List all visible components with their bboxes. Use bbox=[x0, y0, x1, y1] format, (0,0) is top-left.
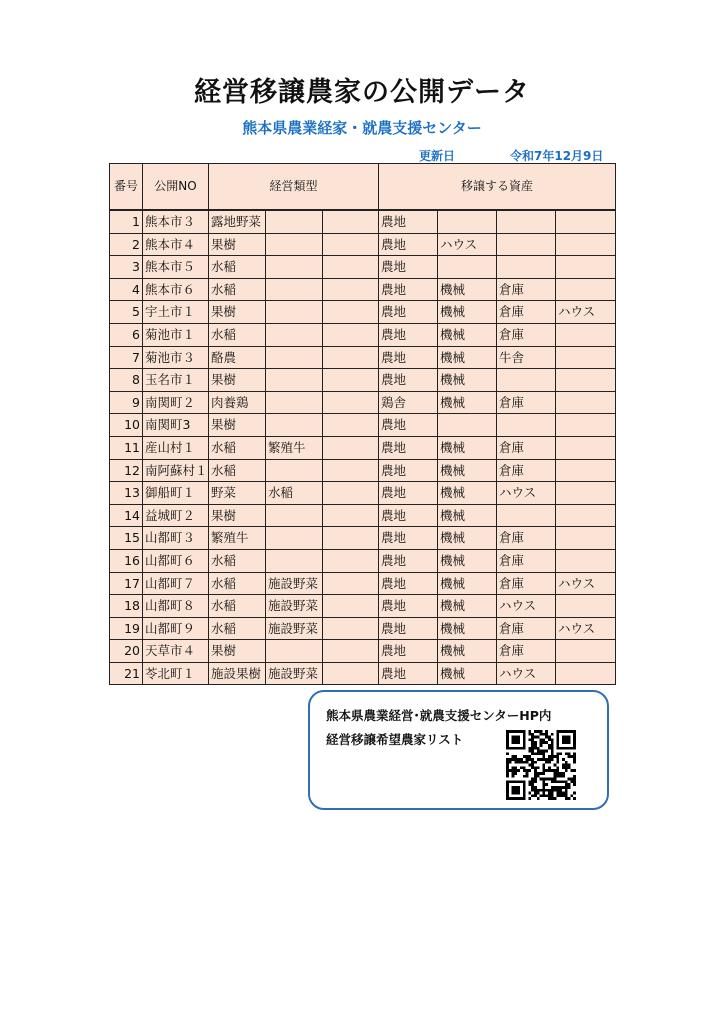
table-row bbox=[110, 459, 616, 482]
cell-asset-1: 農地 bbox=[379, 504, 438, 527]
cell-public-no: 玉名市１ bbox=[143, 369, 209, 392]
cell-type-2 bbox=[266, 323, 323, 346]
cell-type-2: 施設野菜 bbox=[266, 617, 323, 640]
cell-asset-2: 機械 bbox=[438, 617, 497, 640]
cell-type-3 bbox=[323, 414, 379, 437]
cell-asset-2: 機械 bbox=[438, 459, 497, 482]
cell-asset-4 bbox=[556, 346, 616, 369]
farm-data-table bbox=[109, 163, 616, 685]
cell-asset-3: 牛舎 bbox=[497, 346, 556, 369]
cell-asset-4 bbox=[556, 256, 616, 279]
cell-public-no: 熊本市３ bbox=[143, 210, 209, 233]
cell-type-2 bbox=[266, 414, 323, 437]
cell-type-3 bbox=[323, 640, 379, 663]
cell-type-2 bbox=[266, 391, 323, 414]
cell-type-1: 水稲 bbox=[209, 256, 266, 279]
cell-type-2 bbox=[266, 459, 323, 482]
cell-asset-4 bbox=[556, 278, 616, 301]
table-row bbox=[110, 595, 616, 618]
table-row bbox=[110, 527, 616, 550]
cell-type-1: 肉養鶏 bbox=[209, 391, 266, 414]
cell-number: 16 bbox=[110, 549, 143, 572]
cell-public-no: 南阿蘇村１ bbox=[143, 459, 209, 482]
cell-type-1: 水稲 bbox=[209, 436, 266, 459]
table-row bbox=[110, 640, 616, 663]
cell-public-no: 南関町3 bbox=[143, 414, 209, 437]
cell-type-3 bbox=[323, 595, 379, 618]
cell-asset-2: 機械 bbox=[438, 572, 497, 595]
cell-asset-3: ハウス bbox=[497, 482, 556, 505]
qr-code[interactable] bbox=[506, 730, 576, 800]
cell-public-no: 熊本市４ bbox=[143, 233, 209, 256]
updated-label: 更新日 bbox=[419, 149, 456, 163]
cell-public-no: 苓北町１ bbox=[143, 662, 209, 685]
table-row bbox=[110, 369, 616, 392]
cell-number: 21 bbox=[110, 662, 143, 685]
cell-type-1: 水稲 bbox=[209, 617, 266, 640]
cell-type-1: 繁殖牛 bbox=[209, 527, 266, 550]
cell-type-3 bbox=[323, 482, 379, 505]
table-header-row bbox=[110, 164, 616, 211]
cell-type-2 bbox=[266, 346, 323, 369]
cell-type-2 bbox=[266, 233, 323, 256]
cell-type-2: 繁殖牛 bbox=[266, 436, 323, 459]
cell-asset-1: 農地 bbox=[379, 459, 438, 482]
cell-asset-4 bbox=[556, 527, 616, 550]
cell-public-no: 山都町７ bbox=[143, 572, 209, 595]
cell-asset-3: ハウス bbox=[497, 662, 556, 685]
cell-type-3 bbox=[323, 436, 379, 459]
cell-number: 12 bbox=[110, 459, 143, 482]
cell-type-3 bbox=[323, 662, 379, 685]
cell-type-3 bbox=[323, 301, 379, 324]
cell-asset-2: 機械 bbox=[438, 527, 497, 550]
table-row bbox=[110, 482, 616, 505]
updated-date: 令和7年12月9日 bbox=[510, 149, 604, 163]
cell-type-3 bbox=[323, 617, 379, 640]
cell-asset-1: 農地 bbox=[379, 414, 438, 437]
cell-asset-2: 機械 bbox=[438, 595, 497, 618]
qr-box-line2: 経営移譲希望農家リスト bbox=[326, 732, 464, 747]
header-management-type: 経営類型 bbox=[209, 164, 379, 211]
cell-asset-2: 機械 bbox=[438, 549, 497, 572]
cell-type-2 bbox=[266, 504, 323, 527]
cell-number: 14 bbox=[110, 504, 143, 527]
cell-asset-2 bbox=[438, 414, 497, 437]
cell-public-no: 御船町１ bbox=[143, 482, 209, 505]
cell-asset-3: 倉庫 bbox=[497, 436, 556, 459]
cell-number: 20 bbox=[110, 640, 143, 663]
cell-type-3 bbox=[323, 369, 379, 392]
cell-asset-3: 倉庫 bbox=[497, 617, 556, 640]
cell-asset-1: 農地 bbox=[379, 617, 438, 640]
cell-type-1: 果樹 bbox=[209, 233, 266, 256]
cell-type-1: 果樹 bbox=[209, 504, 266, 527]
cell-type-1: 施設果樹 bbox=[209, 662, 266, 685]
cell-type-1: 果樹 bbox=[209, 640, 266, 663]
cell-number: 8 bbox=[110, 369, 143, 392]
cell-public-no: 南関町２ bbox=[143, 391, 209, 414]
cell-number: 3 bbox=[110, 256, 143, 279]
cell-type-1: 酪農 bbox=[209, 346, 266, 369]
cell-asset-4 bbox=[556, 233, 616, 256]
cell-asset-3 bbox=[497, 414, 556, 437]
cell-asset-3: 倉庫 bbox=[497, 640, 556, 663]
qr-box-line1: 熊本県農業経営･就農支援センターHP内 bbox=[326, 708, 552, 723]
cell-asset-4 bbox=[556, 595, 616, 618]
cell-asset-1: 農地 bbox=[379, 436, 438, 459]
cell-number: 6 bbox=[110, 323, 143, 346]
cell-asset-3 bbox=[497, 369, 556, 392]
cell-asset-1: 農地 bbox=[379, 346, 438, 369]
cell-type-2 bbox=[266, 256, 323, 279]
cell-asset-1: 農地 bbox=[379, 595, 438, 618]
cell-public-no: 菊池市３ bbox=[143, 346, 209, 369]
cell-asset-2: 機械 bbox=[438, 346, 497, 369]
table-row bbox=[110, 549, 616, 572]
page-subtitle: 熊本県農業経家・就農支援センター bbox=[242, 119, 482, 137]
table-row bbox=[110, 278, 616, 301]
table-body bbox=[110, 210, 616, 685]
cell-public-no: 熊本市５ bbox=[143, 256, 209, 279]
cell-asset-4 bbox=[556, 369, 616, 392]
page-title: 経営移譲農家の公開データ bbox=[194, 77, 530, 108]
cell-type-1: 露地野菜 bbox=[209, 210, 266, 233]
cell-public-no: 山都町３ bbox=[143, 527, 209, 550]
cell-number: 1 bbox=[110, 210, 143, 233]
cell-type-1: 水稲 bbox=[209, 278, 266, 301]
cell-asset-3: 倉庫 bbox=[497, 527, 556, 550]
cell-asset-2: 機械 bbox=[438, 301, 497, 324]
cell-asset-3 bbox=[497, 233, 556, 256]
cell-asset-3: 倉庫 bbox=[497, 391, 556, 414]
table-row bbox=[110, 617, 616, 640]
table-row bbox=[110, 233, 616, 256]
cell-asset-1: 農地 bbox=[379, 256, 438, 279]
header-transfer-assets: 移譲する資産 bbox=[379, 164, 616, 211]
cell-type-3 bbox=[323, 504, 379, 527]
cell-asset-4 bbox=[556, 459, 616, 482]
cell-asset-3: 倉庫 bbox=[497, 549, 556, 572]
cell-type-1: 水稲 bbox=[209, 459, 266, 482]
cell-type-1: 水稲 bbox=[209, 323, 266, 346]
cell-type-2 bbox=[266, 369, 323, 392]
cell-type-2: 施設野菜 bbox=[266, 572, 323, 595]
cell-number: 2 bbox=[110, 233, 143, 256]
cell-asset-1: 農地 bbox=[379, 369, 438, 392]
cell-asset-4 bbox=[556, 662, 616, 685]
cell-type-1: 水稲 bbox=[209, 595, 266, 618]
cell-asset-3: 倉庫 bbox=[497, 459, 556, 482]
cell-number: 10 bbox=[110, 414, 143, 437]
table-row bbox=[110, 504, 616, 527]
cell-asset-3: 倉庫 bbox=[497, 323, 556, 346]
cell-asset-1: 農地 bbox=[379, 640, 438, 663]
table-row bbox=[110, 436, 616, 459]
cell-asset-4 bbox=[556, 323, 616, 346]
cell-asset-2: 機械 bbox=[438, 662, 497, 685]
cell-type-3 bbox=[323, 572, 379, 595]
cell-type-3 bbox=[323, 527, 379, 550]
header-public-no: 公開NO bbox=[143, 164, 209, 211]
cell-asset-4 bbox=[556, 414, 616, 437]
cell-asset-2: 機械 bbox=[438, 369, 497, 392]
table-row bbox=[110, 414, 616, 437]
cell-public-no: 益城町２ bbox=[143, 504, 209, 527]
cell-type-2 bbox=[266, 210, 323, 233]
cell-type-3 bbox=[323, 346, 379, 369]
cell-asset-4 bbox=[556, 436, 616, 459]
cell-number: 11 bbox=[110, 436, 143, 459]
cell-asset-2: 機械 bbox=[438, 640, 497, 663]
cell-asset-1: 農地 bbox=[379, 662, 438, 685]
cell-type-3 bbox=[323, 256, 379, 279]
cell-asset-3: ハウス bbox=[497, 595, 556, 618]
cell-number: 7 bbox=[110, 346, 143, 369]
cell-public-no: 山都町８ bbox=[143, 595, 209, 618]
cell-asset-2: 機械 bbox=[438, 278, 497, 301]
cell-asset-4 bbox=[556, 549, 616, 572]
cell-type-1: 果樹 bbox=[209, 414, 266, 437]
cell-public-no: 宇土市１ bbox=[143, 301, 209, 324]
cell-asset-4 bbox=[556, 210, 616, 233]
cell-asset-4 bbox=[556, 640, 616, 663]
cell-type-3 bbox=[323, 233, 379, 256]
cell-asset-1: 農地 bbox=[379, 210, 438, 233]
table-row bbox=[110, 210, 616, 233]
cell-number: 19 bbox=[110, 617, 143, 640]
cell-asset-4: ハウス bbox=[556, 301, 616, 324]
cell-type-2: 施設野菜 bbox=[266, 595, 323, 618]
cell-asset-1: 農地 bbox=[379, 233, 438, 256]
cell-type-1: 野菜 bbox=[209, 482, 266, 505]
cell-asset-3 bbox=[497, 256, 556, 279]
cell-type-1: 果樹 bbox=[209, 369, 266, 392]
cell-type-3 bbox=[323, 391, 379, 414]
cell-asset-2: ハウス bbox=[438, 233, 497, 256]
cell-type-3 bbox=[323, 549, 379, 572]
header-number: 番号 bbox=[110, 164, 143, 211]
cell-asset-3: 倉庫 bbox=[497, 278, 556, 301]
cell-type-1: 果樹 bbox=[209, 301, 266, 324]
cell-public-no: 山都町６ bbox=[143, 549, 209, 572]
cell-asset-1: 農地 bbox=[379, 572, 438, 595]
cell-asset-2 bbox=[438, 256, 497, 279]
cell-number: 15 bbox=[110, 527, 143, 550]
cell-public-no: 熊本市６ bbox=[143, 278, 209, 301]
cell-asset-2: 機械 bbox=[438, 482, 497, 505]
cell-type-2 bbox=[266, 278, 323, 301]
cell-asset-2: 機械 bbox=[438, 504, 497, 527]
cell-asset-1: 農地 bbox=[379, 301, 438, 324]
cell-asset-2 bbox=[438, 210, 497, 233]
cell-type-1: 水稲 bbox=[209, 572, 266, 595]
cell-asset-2: 機械 bbox=[438, 391, 497, 414]
cell-number: 17 bbox=[110, 572, 143, 595]
cell-type-3 bbox=[323, 278, 379, 301]
cell-type-1: 水稲 bbox=[209, 549, 266, 572]
cell-asset-1: 農地 bbox=[379, 482, 438, 505]
qr-info-box bbox=[308, 690, 609, 810]
cell-asset-3 bbox=[497, 504, 556, 527]
cell-type-2 bbox=[266, 301, 323, 324]
cell-type-3 bbox=[323, 210, 379, 233]
cell-type-3 bbox=[323, 459, 379, 482]
cell-number: 4 bbox=[110, 278, 143, 301]
cell-number: 18 bbox=[110, 595, 143, 618]
cell-asset-1: 鶏舎 bbox=[379, 391, 438, 414]
cell-number: 9 bbox=[110, 391, 143, 414]
cell-type-2: 水稲 bbox=[266, 482, 323, 505]
cell-asset-3: 倉庫 bbox=[497, 301, 556, 324]
cell-public-no: 菊池市１ bbox=[143, 323, 209, 346]
cell-asset-2: 機械 bbox=[438, 323, 497, 346]
cell-asset-1: 農地 bbox=[379, 278, 438, 301]
cell-asset-1: 農地 bbox=[379, 323, 438, 346]
cell-asset-2: 機械 bbox=[438, 436, 497, 459]
table-row bbox=[110, 662, 616, 685]
cell-type-2: 施設野菜 bbox=[266, 662, 323, 685]
cell-number: 5 bbox=[110, 301, 143, 324]
cell-asset-3: 倉庫 bbox=[497, 572, 556, 595]
cell-public-no: 山都町９ bbox=[143, 617, 209, 640]
cell-public-no: 産山村１ bbox=[143, 436, 209, 459]
cell-asset-4: ハウス bbox=[556, 572, 616, 595]
table-row bbox=[110, 572, 616, 595]
cell-type-2 bbox=[266, 527, 323, 550]
table-row bbox=[110, 256, 616, 279]
cell-asset-4 bbox=[556, 504, 616, 527]
cell-asset-1: 農地 bbox=[379, 527, 438, 550]
cell-asset-1: 農地 bbox=[379, 549, 438, 572]
table-row bbox=[110, 323, 616, 346]
cell-asset-4 bbox=[556, 482, 616, 505]
cell-type-3 bbox=[323, 323, 379, 346]
table-row bbox=[110, 301, 616, 324]
cell-public-no: 天草市４ bbox=[143, 640, 209, 663]
cell-asset-3 bbox=[497, 210, 556, 233]
cell-type-2 bbox=[266, 549, 323, 572]
cell-number: 13 bbox=[110, 482, 143, 505]
cell-asset-4: ハウス bbox=[556, 617, 616, 640]
cell-type-2 bbox=[266, 640, 323, 663]
table-row bbox=[110, 346, 616, 369]
table-row bbox=[110, 391, 616, 414]
cell-asset-4 bbox=[556, 391, 616, 414]
